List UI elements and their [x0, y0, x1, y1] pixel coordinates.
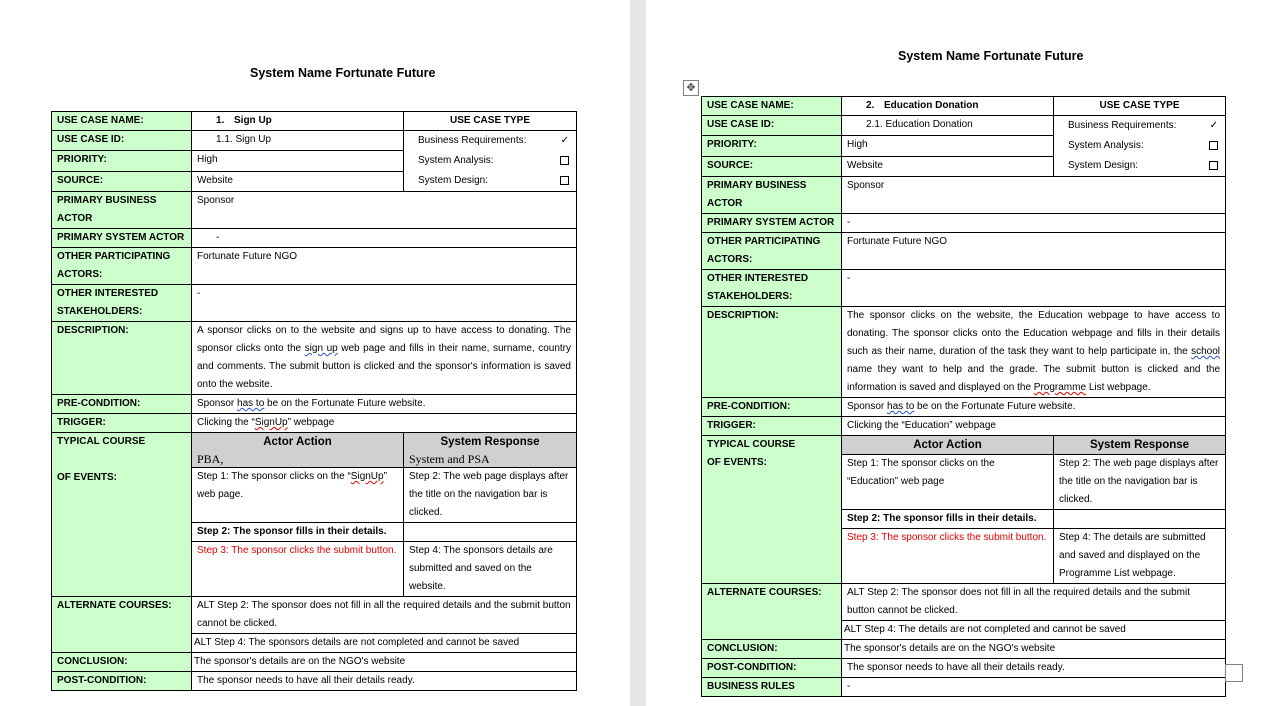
primary-system-actor-label: PRIMARY SYSTEM ACTOR	[52, 229, 192, 248]
trigger-value[interactable]: Clicking the “Education” webpage	[842, 417, 1226, 436]
system-step-2[interactable]: Step 2: The web page displays after the title on the navigation bar is clicked.	[404, 468, 577, 523]
alt-step-4[interactable]: ALT Step 4: The details are not completed and cannot be saved	[842, 621, 1226, 640]
use-case-id-label: USE CASE ID:	[702, 116, 842, 136]
checkbox-icon[interactable]	[560, 176, 569, 185]
use-case-type-cell	[404, 131, 577, 192]
type-design-label: System Design:	[418, 175, 489, 186]
document-page-right	[646, 0, 1280, 706]
description-label: DESCRIPTION:	[702, 307, 842, 398]
system-step-empty[interactable]	[404, 523, 577, 542]
page-title: System Name Fortunate Future	[250, 66, 436, 80]
use-case-name-value[interactable]: 2. Education Donation	[842, 97, 1054, 116]
precondition-value[interactable]: Sponsor has to be on the Fortunate Future website.	[842, 398, 1226, 417]
type-business-label: Business Requirements:	[1068, 120, 1177, 131]
business-rules-value[interactable]: -	[842, 678, 1226, 697]
use-case-table[interactable]	[51, 111, 577, 691]
primary-business-actor-value[interactable]: Sponsor	[192, 192, 577, 229]
primary-system-actor-value[interactable]: -	[192, 229, 577, 248]
checkbox-icon[interactable]	[1209, 141, 1218, 150]
postcondition-label: POST-CONDITION:	[702, 659, 842, 678]
description-value[interactable]: The sponsor clicks on the website, the Education webpage to have access to donating. The sponsor clicks onto the Education webpage and fills in their details such as their name, duration of the task they want to help participate in, the school name they want to help and the grade. The submit button is clicked and the information is saved and displayed on the Programme List webpage.	[842, 307, 1226, 398]
other-interested-value[interactable]: -	[192, 285, 577, 322]
source-label: SOURCE:	[702, 156, 842, 176]
system-step-empty[interactable]	[1054, 510, 1226, 529]
system-step-4[interactable]: Step 4: The details are submitted and saved and displayed on the Programme List webpage.	[1054, 529, 1226, 584]
priority-value[interactable]: High	[192, 151, 404, 171]
use-case-name-label: USE CASE NAME:	[702, 97, 842, 116]
conclusion-label: CONCLUSION:	[702, 640, 842, 659]
checkbox-icon[interactable]	[560, 156, 569, 165]
precondition-label: PRE-CONDITION:	[52, 395, 192, 414]
page-title: System Name Fortunate Future	[898, 49, 1084, 63]
actor-step-2[interactable]: Step 2: The sponsor fills in their details.	[842, 510, 1054, 529]
system-response-header: System Response	[1054, 436, 1226, 455]
use-case-id-label: USE CASE ID:	[52, 131, 192, 151]
move-icon[interactable]: ✥	[683, 80, 699, 96]
primary-business-actor-label: PRIMARY BUSINESS ACTOR	[702, 177, 842, 214]
alternate-courses-label: ALTERNATE COURSES:	[702, 584, 842, 640]
postcondition-value[interactable]: The sponsor needs to have all their details ready.	[192, 672, 577, 691]
actor-step-3[interactable]: Step 3: The sponsor clicks the submit button.	[842, 529, 1054, 584]
alternate-courses-label: ALTERNATE COURSES:	[52, 597, 192, 653]
page-gutter	[630, 0, 646, 706]
priority-value[interactable]: High	[842, 136, 1054, 156]
other-interested-label: OTHER INTERESTED STAKEHOLDERS:	[52, 285, 192, 322]
actor-step-2[interactable]: Step 2: The sponsor fills in their details.	[192, 523, 404, 542]
actor-action-header: Actor Action	[842, 436, 1054, 455]
trigger-value[interactable]: Clicking the “SignUp” webpage	[192, 414, 577, 433]
primary-system-actor-value[interactable]: -	[842, 214, 1226, 233]
other-interested-label: OTHER INTERESTED STAKEHOLDERS:	[702, 270, 842, 307]
use-case-name-value[interactable]: 1. Sign Up	[192, 112, 404, 131]
primary-business-actor-label: PRIMARY BUSINESS ACTOR	[52, 192, 192, 229]
use-case-type-header: USE CASE TYPE	[404, 112, 577, 131]
precondition-label: PRE-CONDITION:	[702, 398, 842, 417]
checkbox-icon[interactable]	[1209, 161, 1218, 170]
use-case-id-value[interactable]: 2.1. Education Donation	[842, 116, 1054, 136]
other-participating-label: OTHER PARTICIPATING ACTORS:	[52, 248, 192, 285]
checkmark-icon[interactable]: ✓	[560, 135, 569, 146]
priority-label: PRIORITY:	[702, 136, 842, 156]
checkmark-icon[interactable]: ✓	[1209, 120, 1219, 131]
source-value[interactable]: Website	[842, 156, 1054, 176]
primary-system-actor-label: PRIMARY SYSTEM ACTOR	[702, 214, 842, 233]
actor-step-1[interactable]: Step 1: The sponsor clicks on the “Education” web page	[842, 455, 1054, 510]
resize-icon[interactable]	[1225, 664, 1243, 682]
other-participating-value[interactable]: Fortunate Future NGO	[192, 248, 577, 285]
use-case-name-label: USE CASE NAME:	[52, 112, 192, 131]
description-label: DESCRIPTION:	[52, 322, 192, 395]
document-page-left	[0, 0, 630, 706]
alt-step-4[interactable]: ALT Step 4: The sponsors details are not completed and cannot be saved	[192, 634, 577, 653]
conclusion-value[interactable]: The sponsor's details are on the NGO's website	[192, 653, 577, 672]
system-step-4[interactable]: Step 4: The sponsors details are submitted and saved on the website.	[404, 542, 577, 597]
trigger-label: TRIGGER:	[702, 417, 842, 436]
postcondition-label: POST-CONDITION:	[52, 672, 192, 691]
use-case-type-cell	[1054, 116, 1226, 177]
type-business-label: Business Requirements:	[418, 135, 527, 146]
use-case-id-value[interactable]: 1.1. Sign Up	[192, 131, 404, 151]
system-response-header: System Response System and PSA	[404, 433, 577, 468]
conclusion-label: CONCLUSION:	[52, 653, 192, 672]
type-analysis-label: System Analysis:	[418, 155, 494, 166]
other-participating-value[interactable]: Fortunate Future NGO	[842, 233, 1226, 270]
precondition-value[interactable]: Sponsor has to be on the Fortunate Future website.	[192, 395, 577, 414]
description-value[interactable]: A sponsor clicks on to the website and signs up to have access to donating. The sponsor clicks onto the sign up web page and fills in their name, surname, country and comments. The submit button is clicked and the sponsor's information is saved onto the website.	[192, 322, 577, 395]
business-rules-label: BUSINESS RULES	[702, 678, 842, 697]
priority-label: PRIORITY:	[52, 151, 192, 171]
typical-course-label: TYPICAL COURSE OF EVENTS:	[702, 436, 842, 584]
conclusion-value[interactable]: The sponsor's details are on the NGO's website	[842, 640, 1226, 659]
source-value[interactable]: Website	[192, 171, 404, 191]
typical-course-label: TYPICAL COURSE OF EVENTS:	[52, 433, 192, 597]
actor-step-3[interactable]: Step 3: The sponsor clicks the submit button.	[192, 542, 404, 597]
actor-step-1[interactable]: Step 1: The sponsor clicks on the “SignUp” web page.	[192, 468, 404, 523]
type-design-label: System Design:	[1068, 160, 1139, 171]
actor-action-header: Actor Action PBA,	[192, 433, 404, 468]
primary-business-actor-value[interactable]: Sponsor	[842, 177, 1226, 214]
use-case-table[interactable]	[701, 96, 1226, 697]
postcondition-value[interactable]: The sponsor needs to have all their details ready.	[842, 659, 1226, 678]
alt-step-2[interactable]: ALT Step 2: The sponsor does not fill in all the required details and the submit button cannot be clicked.	[842, 584, 1226, 621]
trigger-label: TRIGGER:	[52, 414, 192, 433]
type-analysis-label: System Analysis:	[1068, 140, 1144, 151]
other-participating-label: OTHER PARTICIPATING ACTORS:	[702, 233, 842, 270]
other-interested-value[interactable]: -	[842, 270, 1226, 307]
source-label: SOURCE:	[52, 171, 192, 191]
alt-step-2[interactable]: ALT Step 2: The sponsor does not fill in all the required details and the submit button cannot be clicked.	[192, 597, 577, 634]
system-step-2[interactable]: Step 2: The web page displays after the title on the navigation bar is clicked.	[1054, 455, 1226, 510]
use-case-type-header: USE CASE TYPE	[1054, 97, 1226, 116]
